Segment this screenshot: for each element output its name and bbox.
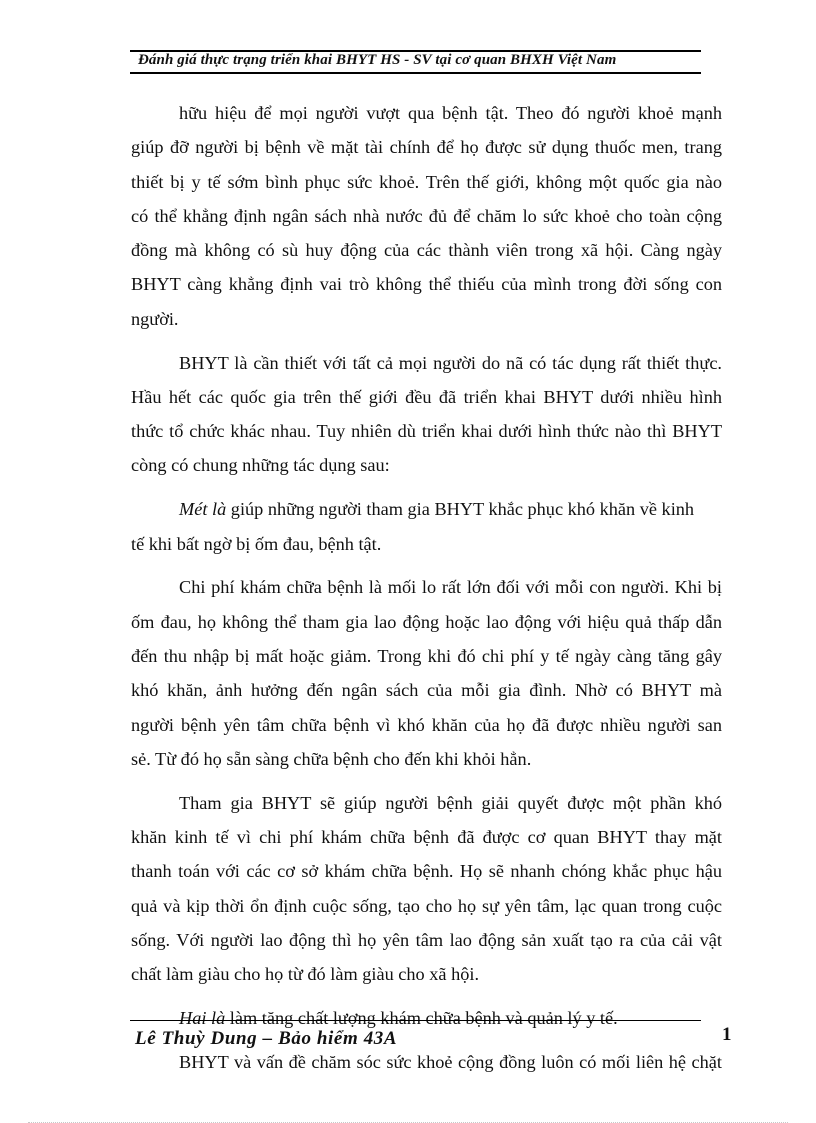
paragraph-line: đến thu nhập bị mất hoặc giảm. Trong khi đó chi phí y tế ngày càng tăng gây: [131, 645, 722, 666]
footer-rule: [130, 1020, 701, 1021]
document-body: [131, 96, 722, 1079]
paragraph-line: Tham gia BHYT sẽ giúp người bệnh giải quyết được một phần khó: [179, 792, 722, 813]
header-title: Đánh giá thực trạng triển khai BHYT HS - SV tại cơ quan BHXH Việt Nam: [138, 52, 617, 68]
paragraph-line: người.: [131, 308, 179, 329]
running-header: [130, 50, 701, 74]
lead-hai-la: Hai là: [179, 1007, 226, 1028]
paragraph-line: có thể khẳng định ngân sách nhà nước đủ để chăm lo sức khoẻ cho toàn cộng: [131, 205, 722, 226]
paragraph-line: khăn kinh tế vì chi phí khám chữa bệnh đã được cơ quan BHYT thay mặt: [131, 826, 722, 847]
footer-author: Lê Thuỳ Dung – Bảo hiểm 43A: [135, 1028, 398, 1049]
paragraph-line: khó khăn, ảnh hưởng đến ngân sách của mỗi gia đình. Nhờ có BHYT mà: [131, 680, 722, 701]
lead-mot-la: Mét là: [179, 499, 227, 520]
paragraph-line: BHYT là cần thiết với tất cả mọi người do nã có tác dụng rất thiết thực.: [179, 352, 722, 373]
paragraph-line: ốm đau, họ không thể tham gia lao động hoặc lao động với hiệu quả thấp dẫn: [131, 611, 722, 632]
paragraph-line: tế khi bất ngờ bị ốm đau, bệnh tật.: [131, 533, 382, 554]
page-number: 1: [722, 1024, 732, 1045]
paragraph-line: giúp đỡ người bị bệnh về mặt tài chính để họ được sử dụng thuốc men, trang: [131, 137, 722, 158]
paragraph-line: BHYT và vấn đề chăm sóc sức khoẻ cộng đồng luôn có mối liên hệ chặt: [179, 1051, 722, 1072]
paragraph-line-text: giúp những người tham gia BHYT khắc phục khó khăn về kinh: [230, 499, 695, 520]
paragraph-line: thanh toán với các cơ sở khám chữa bệnh. Họ sẽ nhanh chóng khắc phục hậu: [131, 861, 722, 882]
header-bottom-rule: [130, 72, 701, 74]
paragraph-line: quả và kịp thời ổn định cuộc sống, tạo cho họ sự yên tâm, lạc quan trong cuộc: [131, 895, 722, 916]
paragraph-line: chất làm giàu cho họ từ đó làm giàu cho xã hội.: [131, 964, 480, 985]
paragraph-line-first-point: [131, 492, 722, 526]
paragraph-line: hữu hiệu để mọi người vượt qua bệnh tật. Theo đó người khoẻ mạnh: [179, 103, 722, 123]
paragraph-line: sống. Với người lao động thì họ yên tâm lao động sản xuất tạo ra của cải vật: [131, 929, 722, 950]
paragraph-line: Hầu hết các quốc gia trên thế giới đều đã triển khai BHYT dưới nhiều hình: [131, 386, 722, 407]
paragraph-line: Chi phí khám chữa bệnh là mối lo rất lớn đối với mỗi con người. Khi bị: [179, 577, 722, 598]
paragraph-line: còng có chung những tác dụng sau:: [131, 455, 390, 476]
paragraph-line-text: làm tăng chất lượng khám chữa bệnh và quản lý y tế.: [229, 1007, 618, 1028]
paragraph-line: đồng mà không có sù huy động của các thành viên trong xã hội. Càng ngày: [131, 240, 722, 261]
paragraph-line: sẻ. Từ đó họ sẵn sàng chữa bệnh cho đến khi khỏi hẳn.: [131, 748, 532, 769]
paragraph-line: thức tổ chức khác nhau. Tuy nhiên dù triển khai dưới hình thức nào thì BHYT: [131, 421, 722, 442]
paragraph-line: người bệnh yên tâm chữa bệnh vì khó khăn của họ đã được nhiều người san: [131, 714, 722, 735]
paragraph-line: thiết bị y tế sớm bình phục sức khoẻ. Trên thế giới, không một quốc gia nào: [131, 171, 722, 192]
paragraph-line: BHYT càng khẳng định vai trò không thể thiếu của mình trong đời sống con: [131, 274, 722, 295]
